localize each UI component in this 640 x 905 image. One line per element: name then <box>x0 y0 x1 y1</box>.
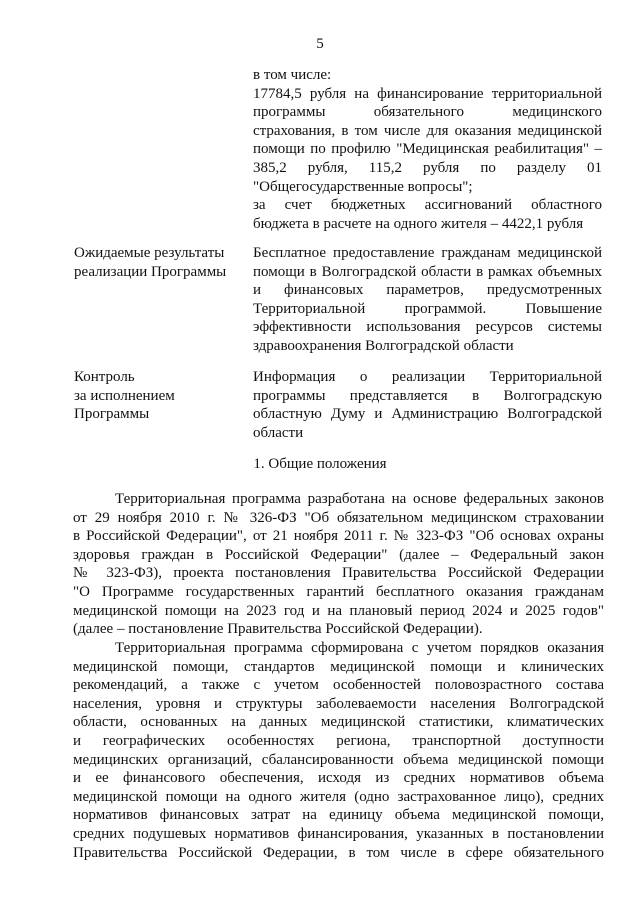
control-text <box>253 368 602 442</box>
funding-line: за счет бюджетных ассигнований областного <box>253 197 602 214</box>
paragraph-1 <box>73 490 604 639</box>
text-line: Бесплатное предоставление гражданам медицинской <box>253 245 602 261</box>
text-line: областную Думу и Администрацию Волгоградской <box>253 406 602 423</box>
paragraph-line: Территориальная программа сформирована с учетом порядков оказания <box>115 640 604 656</box>
text-line: здравоохранения Волгоградской области <box>253 337 514 354</box>
paragraph-line: и ее финансового обеспечения, исходя из средних нормативов объема <box>73 770 604 787</box>
page-number: 5 <box>316 36 324 52</box>
paragraph-line: от 29 ноября 2010 г. № 326-ФЗ "Об обязательном медицинском страховании <box>73 509 604 526</box>
text-line: помощи в Волгоградской области в рамках объемных <box>253 263 602 280</box>
funding-line: страхования, в том числе для оказания медицинской <box>253 122 602 139</box>
label-line: Программы <box>74 406 150 423</box>
paragraph-line: № 323-ФЗ), проекта постановления Правительства Российской Федерации <box>73 565 604 582</box>
text-line: области <box>253 424 304 441</box>
funding-line: 17784,5 рубля на финансирование территориальной <box>253 85 602 102</box>
funding-line: бюджета в расчете на одного жителя – 4422,1 рубля <box>253 215 584 232</box>
paragraph-line: Правительства Российской Федерации, в том числе в сфере обязательного <box>73 844 604 861</box>
funding-block <box>253 66 602 233</box>
label-line: Ожидаемые результаты <box>74 245 225 261</box>
paragraph-line: "О Программе государственных гарантий бесплатного оказания гражданам <box>73 583 604 600</box>
text-line: и финансовых параметров, предусмотренных <box>253 282 602 299</box>
paragraph-line: населения, уровня и структуры заболеваемости населения Волгоградской <box>73 695 604 712</box>
paragraph-line: медицинской помощи на одного жителя (одно застрахованное лицо), средних <box>73 788 604 805</box>
text-line: Территориальной программой. Повышение <box>253 300 602 317</box>
paragraph-line: и географических особенностях региона, транспортной доступности <box>73 732 604 749</box>
paragraph-line: области, основанных на данных медицинской статистики, климатических <box>73 714 604 731</box>
paragraph-line: здоровья граждан в Российской Федерации" (далее – Федеральный закон <box>73 546 604 563</box>
paragraph-line: медицинских организаций, сбалансированности объема медицинской помощи <box>73 751 604 768</box>
text-line: Информация о реализации Территориальной <box>253 369 602 385</box>
funding-line: 385,2 рубля, 115,2 рубля по разделу 01 <box>253 159 602 176</box>
expected-results-label <box>74 244 244 281</box>
paragraph-line: медицинской помощи, стандартов медицинской помощи и клинических <box>73 658 604 675</box>
funding-line: "Общегосударственные вопросы"; <box>253 178 473 195</box>
text-line: программы представляется в Волгоградскую <box>253 387 602 404</box>
funding-line: помощи по профилю "Медицинская реабилитация" – <box>253 141 602 158</box>
control-label <box>74 368 244 424</box>
paragraph-line: (далее – постановление Правительства Российской Федерации). <box>73 621 483 638</box>
section-heading: 1. Общие положения <box>253 456 387 472</box>
paragraph-2 <box>73 639 604 862</box>
paragraph-line: Территориальная программа разработана на основе федеральных законов <box>115 491 604 507</box>
paragraph-line: рекомендаций, а также с учетом особенностей половозрастного состава <box>73 677 604 694</box>
label-line: Контроль <box>74 369 135 385</box>
text-line: эффективности использования ресурсов системы <box>253 319 602 336</box>
paragraph-line: медицинской помощи на 2023 год и на плановый период 2024 и 2025 годов" <box>73 602 604 619</box>
paragraph-line: нормативов финансовых затрат на единицу объема медицинской помощи, <box>73 807 604 824</box>
expected-results-text <box>253 244 602 356</box>
funding-line: программы обязательного медицинского <box>253 104 602 121</box>
paragraph-line: средних подушевых нормативов финансирования, указанных в постановлении <box>73 825 604 842</box>
funding-line: в том числе: <box>253 67 332 83</box>
paragraph-line: в Российской Федерации", от 21 ноября 2011 г. № 323-ФЗ "Об основах охраны <box>73 528 604 545</box>
label-line: реализации Программы <box>74 263 227 280</box>
label-line: за исполнением <box>74 387 175 404</box>
